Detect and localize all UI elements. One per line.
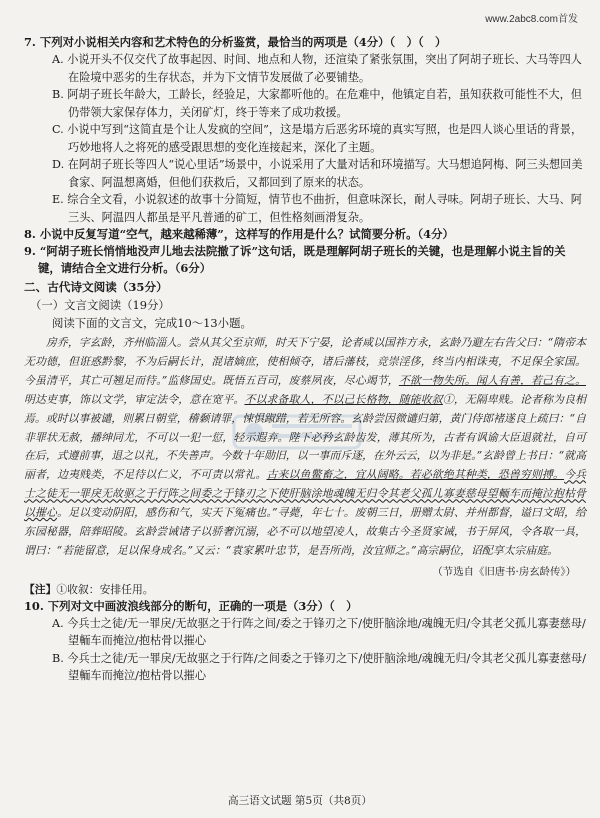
question-7-option-e: E. 综合全文看，小说叙述的故事十分简短，情节也不曲折，但意味深长，耐人寻味。阿胡子班长、大马、阿三头、阿温四人都虽是平凡普通的矿工，但性格刻画滑复杂。 <box>52 193 582 224</box>
classical-passage <box>24 334 586 561</box>
passage-underlined-2: 不以求备取人，不以己长格物，随能收叙 <box>244 392 443 406</box>
question-7-option-c: C. 小说中写到“这简直是个让人发疯的空间”，这是塌方后恶劣环境的真实写照，也是四人谈心里话的背景，巧妙地将人之将死的感受跟思想的变化连接起来，深化了主题。 <box>52 123 583 154</box>
reading-instruction: 阅读下面的文言文，完成10～13小题。 <box>52 316 252 330</box>
exam-content <box>24 34 586 685</box>
passage-part-3: ①，无隔卑贱。论者称为良相焉。或时以事被谴，则累日朝堂，稽颡请罪，悚惧踧踖，若无所容。玄龄尝因微谴归第，黄门侍郎褚遂良上疏曰：“自非罪状无赦，播绅同尤，不可以一犯一愆，轻示遐弃。陛下必矜玄龄齿发，薄其所为，古者有讽谕大臣退就社，自可在后，式遵前事，退之以礼，不失善声。今数十年勋旧，以一事而斥逐，在外云云，以为非是。”玄龄曾上书日：“就高丽者，边夷贱类，不足待以仁义，不可责以常礼。 <box>24 392 586 482</box>
passage-note <box>24 581 586 598</box>
section-heading-classical: 二、古代诗文阅读（35分） <box>24 280 168 294</box>
passage-part-4: 。足以变动阴阳，感伤和气，实天下冤痛也。”寻薨，年七十。废朝三日，册赠太尉、并州都督，谥曰文昭，给东园秘器，陪葬昭陵。玄龄尝诫诸子以骄奢沉溺，必不可以地望凌人，故集古今圣贤家诫，书于屏风，令各取一具，谓曰：“若能留意，足以保身成名。”又云：“袁家累叶忠节，是吾所尚，汝宜师之。”高宗嗣位，诏配享太宗庙庭。 <box>24 506 586 557</box>
passage-wavy-underlined: 今兵士之徒无一罪戾无故驱之于行阵之间委之于锋刃之下使肝脑涂地魂魄无归令其老父孤儿寡妻慈母望輀车而掩泣抱枯骨以摧心 <box>24 468 586 520</box>
note-text: ①收叙：安排任用。 <box>56 582 154 596</box>
passage-underlined-1: 不欲一物失所。闻人有善，若己有之。 <box>398 373 586 387</box>
passage-source: （节选自《旧唐书·房玄龄传》） <box>432 565 576 578</box>
question-10-option-a: A. 今兵士之徒/无一罪戾/无故驱之于行阵之间/委之于锋刃之下/使肝脑涂地/魂魄无归/令其老父孤儿寡妻慈母/望輀车而掩泣/抱枯骨以摧心 <box>52 616 586 648</box>
question-10-stem: 10. 下列对文中画波浪线部分的断句，正确的一项是（3分）（ ） <box>24 598 358 613</box>
site-watermark-text: www.2abc8.com首发 <box>485 14 578 25</box>
passage-part-2: 明达吏事，饰以文学，审定法令，意在宽平。 <box>24 392 245 406</box>
question-9: 9. “阿胡子班长悄悄地没声儿地去法院撤了诉”这句话，既是理解阿胡子班长的关键，也是理解小说主旨的关键，请结合全文进行分析。（6分） <box>24 244 566 275</box>
question-7-stem: 7. 下列对小说相关内容和艺术特色的分析鉴赏，最恰当的两项是（4分）（ ）（ ） <box>24 35 447 49</box>
note-label: 【注】 <box>24 582 57 596</box>
page-footer: 高三语文试题 第5页（共8页） <box>228 795 372 807</box>
question-8: 8. 小说中反复写道“空气，越来越稀薄”，这样写的作用是什么？试简要分析。（4分） <box>24 227 454 241</box>
question-7-option-a: A. 小说开头不仅交代了故事起因、时间、地点和人物，还渲染了紧张氛围，突出了阿胡子班长、大马等四人在险境中恶劣的生存状态，并为下文情节发展做了必要铺垫。 <box>52 53 582 84</box>
question-7-option-b: B. 阿胡子班长年龄大，工龄长，经验足，大家都听他的。在危难中，他镇定自若，虽知获救可能性不大，但仍带领大家保存体力，关闭矿灯，终于等来了成功救援。 <box>52 88 582 119</box>
question-7-option-d: D. 在阿胡子班长等四人“说心里话”场景中，小说采用了大量对话和环境描写。大马想追阿梅、阿三头想回美食家、阿温想离婚，但他们获救后，又都回到了原来的状态。 <box>52 158 583 189</box>
subsection-heading-prose: （一）文言文阅读（19分） <box>30 298 170 312</box>
passage-underlined-3: 古来以鱼鳖畜之，宜从阔略。若必欲绝其种类，恐兽穷则搏。 <box>266 468 565 482</box>
question-10-option-b: B. 今兵士之徒/无一罪戾/无故驱之于行阵/之间委之于锋刃之下/使肝脑涂地/魂魄无归/令其老父孤儿寡妻慈母/望輀车而掩泣/抱枯骨以摧心 <box>52 651 586 683</box>
passage-part-1: 房乔，字玄龄，齐州临淄人。尝从其父至京师，时天下宁晏，论者咸以国祚方永，玄龄乃避左右告父曰：“隋帝本无功德，但诳惑黔黎，不为后嗣长计，混诸嫡庶，使相倾夺，诸后藩枝，竞崇淫侈，终当内相诛夷，不足保全家国。今虽清平，其亡可翘足而待。”监修国史。既悟五百司，废蔡夙夜，尽心竭节， <box>24 336 586 387</box>
